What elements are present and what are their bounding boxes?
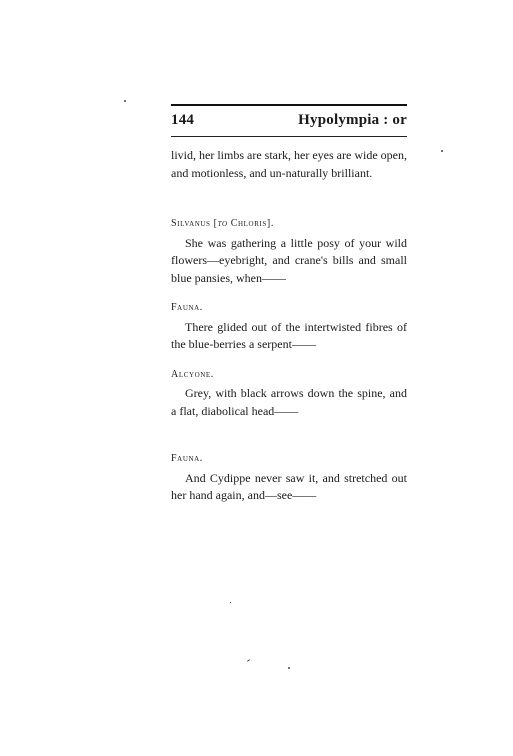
speech: Grey, with black arrows down the spine, and a flat, diabolical head——	[171, 386, 407, 418]
exchange-alcyone	[171, 366, 407, 421]
scan-speck	[230, 602, 231, 603]
scan-speck	[288, 667, 290, 669]
speaker-name: Silvanus	[171, 218, 211, 229]
speech: She was gathering a little posy of your wild flowers—eyebright, and crane's bills and small blue pansies, when——	[171, 235, 407, 285]
speaker-label: Fauna.	[171, 453, 203, 464]
header-rule-bottom	[171, 136, 407, 137]
exchange-fauna-1	[171, 299, 407, 354]
stage-direction-name: Chloris	[230, 218, 267, 229]
speech: There glided out of the intertwisted fibres of the blue-berries a serpent——	[171, 319, 407, 351]
scan-speck	[124, 100, 126, 102]
exchange-fauna-2	[171, 450, 407, 505]
speech: And Cydippe never saw it, and stretched out her hand again, and—see——	[171, 470, 407, 502]
running-head	[171, 112, 407, 132]
exchange-silvanus	[171, 215, 407, 287]
running-title: Hypolympia : or	[298, 112, 407, 128]
stage-direction-close: ].	[266, 218, 274, 229]
speaker-label	[171, 215, 407, 233]
speaker-label: Fauna.	[171, 302, 203, 313]
book-page	[171, 104, 407, 505]
page-body	[171, 147, 407, 505]
header-rule-top	[171, 104, 407, 106]
scan-speck	[247, 659, 250, 662]
stage-direction-open: [	[213, 218, 218, 229]
speaker-label: Alcyone.	[171, 368, 214, 380]
page-number: 144	[171, 112, 195, 128]
scan-speck	[441, 150, 443, 152]
opening-paragraph: livid, her limbs are stark, her eyes are wide open, and motionless, and un-naturally brilliant.	[171, 148, 407, 180]
stage-direction-to: to	[217, 218, 228, 229]
